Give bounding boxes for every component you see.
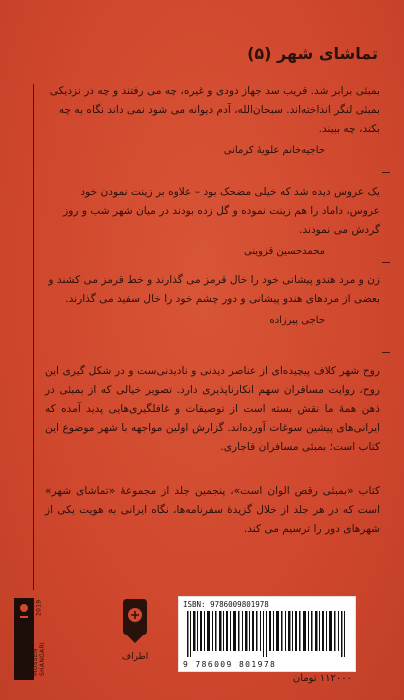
quote-2-author: محمدحسین قزوینی (243, 246, 325, 257)
publisher-name-text: MOSSEN SHANGARI (32, 641, 46, 676)
quote-2-text: یک عروس دیده شد که خیلی مضحک بود – علاوه بر زینت نمودن خود عروس، داماد را هم زینت نموده و گل زده بودند در میان شهر شب و روز گردش می نمودند. (63, 186, 380, 236)
series-title: تماشای شهر (۵) (247, 44, 378, 63)
separator-tick-1 (382, 172, 390, 173)
quote-1-text: بمبئی برابر شد. قریب سد جهاز دودی و غیره، چه می رفتند و چه در نزدیکی بمبئی لنگر انداخته‌اند. سبحان‌الله، آدم دیوانه می شود نمی داند نگاه به چه بکند، چه ببیند. (49, 85, 380, 135)
barcode-digits: 9 786009 801978 (183, 660, 277, 669)
isbn-text: ISBN: 9786009801978 (183, 600, 269, 609)
imprint-label: اطراف (121, 652, 149, 662)
quote-1-author: حاجیه‌خانم علویهٔ کرمانی (223, 145, 325, 156)
book-description: روح شهر کلاف پیچیده‌ای از عناصر دیدنی و نادیدنی‌ست و در شکل گیری این روح، روایت مسافران سهم انکارناپذیری دارد. تصویر خیالی که از بمبئی در ذهن همهٔ ما نقش بسته است از توصیفات و غافلگیری‌هایی پدید آمده که ایرانی‌های پیشین سوغات آورده‌اند. گزارش اولین مواجهه با شهر موضوع این کتاب است؛ بمبئی مسافران قاجاری. (45, 365, 380, 453)
publisher-year: 2019 (35, 600, 43, 617)
separator-tick-3 (382, 352, 390, 353)
left-border-line (33, 84, 34, 590)
quote-3-author: حاجی پیرزاده (269, 315, 325, 326)
imprint-logo-icon (120, 597, 150, 645)
publisher-name (33, 600, 45, 676)
quote-1 (45, 82, 380, 156)
barcode-bars (185, 611, 349, 657)
quote-3 (45, 271, 380, 326)
barcode (178, 596, 356, 672)
quote-3-text: زن و مرد هندو پیشانی خود را خال قرمز می گذارند و خط قرمز می کشند و بعضی از مردهای هندو پیشانی و دور چشم خود را خال سفید می گذارند. (48, 274, 380, 305)
series-note: کتاب «بمبئی رقص الوان است»، پنجمین جلد از مجموعهٔ «تماشای شهر» است که در هر جلد از خلال گزیدهٔ سفرنامه‌ها، نگاه ایرانی به هویت یکی از شهرهای دور را ترسیم می کند. (45, 485, 380, 535)
quote-2 (45, 183, 380, 257)
price-label: ۱۱۲۰۰۰ تومان (292, 673, 352, 684)
separator-tick-2 (382, 262, 390, 263)
publisher-logo-icon (14, 598, 34, 680)
